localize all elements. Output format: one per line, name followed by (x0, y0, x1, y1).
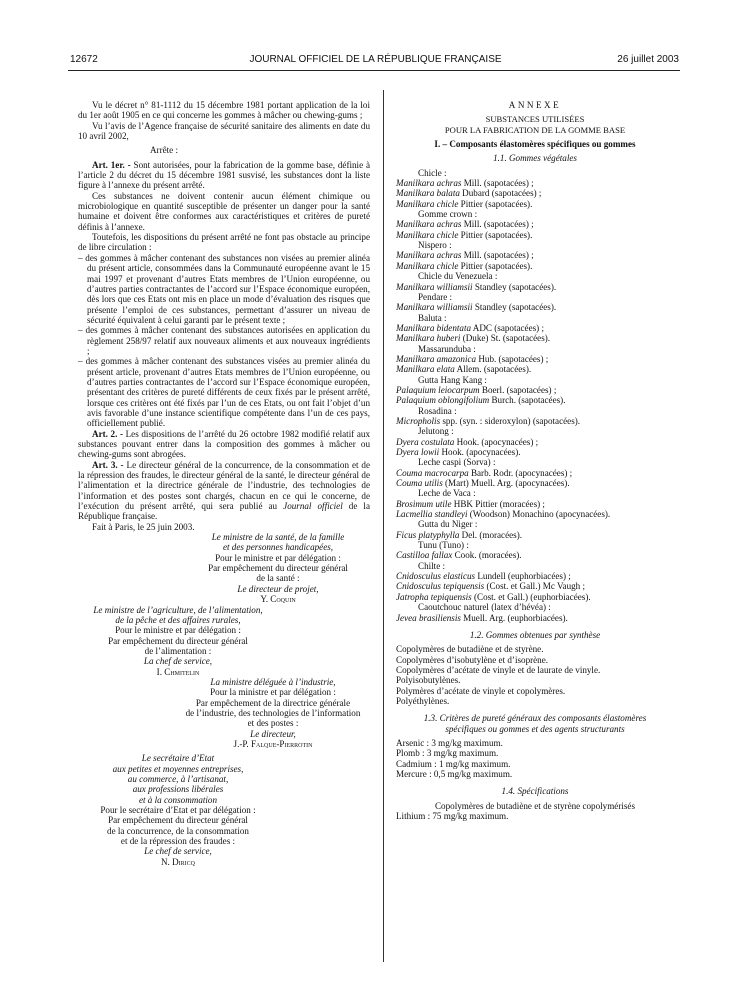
gum-group-name: Gutta Hang Kang : (418, 374, 487, 385)
section-1-3-heading-line-2: spécifiques ou gommes et des agents structurants (445, 723, 625, 734)
species-authority: Burch. (sapotacées). (489, 395, 566, 406)
species-authority: Pittier (sapotacées). (458, 198, 533, 209)
species-entry (396, 592, 674, 602)
species-entry (396, 302, 674, 312)
vu-avis: Vu l’avis de l’Agence française de sécurité sanitaire des aliments en date du 10 avril 2002, (78, 120, 370, 142)
species-name: Jevea brasiliensis (396, 612, 461, 623)
sig-ind-title-1: La ministre déléguée à l’industrie, (210, 676, 336, 687)
signature-industrie (168, 677, 378, 749)
annexe-subtitle-2: POUR LA FABRICATION DE LA GOMME BASE (444, 124, 626, 135)
journal-title: JOURNAL OFFICIEL DE LA RÉPUBLIQUE FRANÇAISE (249, 54, 502, 65)
synthetic-gum-item: Copolymères de butadiène et de styrène. (396, 644, 544, 655)
species-entry (396, 530, 674, 540)
species-authority: Standley (sapotacées). (472, 281, 557, 292)
article-3-text-b: de la République française. (78, 501, 370, 522)
species-name: Manilkara amazonica (396, 353, 477, 364)
species-entry (396, 354, 674, 364)
section-1-4-heading: 1.4. Spécifications (501, 786, 569, 797)
sig-agri-line-1: Pour le ministre et par délégation : (115, 625, 241, 636)
left-column (78, 100, 370, 867)
dash-item-1: – des gommes à mâcher contenant des substances non visées au premier alinéa du présent article, consommées dans la Communauté européenne avant le 15 mai 1997 et provenant d’autres Etats membres de l’Union européenne, ou d’autres parties contractantes de l’accord sur l’Espace économique européen, dès lors que ces Etats ont mis en place un mode d’évaluation des risques que présente l’emploi de ces substances, permettant d’assurer un niveau de sécurité équivalent à celui garanti par le présent texte ; (78, 252, 370, 325)
species-entry (396, 437, 674, 447)
sig-com-line-4: et de la répression des fraudes : (120, 836, 236, 847)
header-rule (68, 70, 680, 71)
species-name: Manilkara chicle (396, 229, 459, 240)
synthetic-gum-item: Polyisobutylènes. (396, 675, 461, 686)
sig-sante-line-2: Par empêchement du directeur général (208, 563, 348, 574)
species-entry (396, 199, 674, 209)
sig-sante-line-3: de la santé : (256, 573, 300, 584)
gum-group-name: Gomme crown : (418, 209, 478, 220)
species-entry (396, 230, 674, 240)
species-name: Manilkara bidentata (396, 322, 472, 333)
species-name: Cnidosculus tepiquensis (396, 581, 485, 592)
sig-ind-role: Le directeur, (250, 728, 296, 739)
species-authority: Cook. (moracées). (452, 550, 522, 561)
sig-agri-role: La chef de service, (143, 656, 213, 667)
species-entry (396, 333, 674, 343)
section-1-3-heading-line-1: 1.3. Critères de pureté généraux des composants élastomères (423, 713, 647, 724)
species-authority: spp. (syn. : sideroxylon) (sapotacées). (440, 415, 581, 426)
species-name: Lacmellia standleyi (396, 509, 468, 520)
species-authority: Standley (sapotacées). (472, 302, 557, 313)
sig-ind-line-3: de l’industrie, des technologies de l’information (185, 707, 361, 718)
species-authority: Mill. (sapotacées) ; (461, 219, 534, 230)
article-1-text: Sont autorisées, pour la fabrication de la gomme base, définie à l’article 2 du décret du 15 décembre 1981 susvisé, les substances dont la liste figure à l’annexe du présent arrêté. (78, 159, 370, 191)
species-authority: Mill. (sapotacées) ; (461, 178, 534, 189)
species-entry (396, 550, 674, 560)
species-authority: Boerl. (sapotacées) ; (479, 384, 557, 395)
page-number: 12672 (70, 54, 98, 65)
sig-agri-line-3: de l’alimentation : (144, 645, 212, 656)
dash-item-2: – des gommes à mâcher contenant des substances autorisées en application du règlement 258/97 relatif aux nouveaux aliments et aux nouveaux ingrédients ; (78, 325, 370, 356)
purity-criterion: Mercure : 0,5 mg/kg maximum. (396, 768, 513, 779)
species-authority: Del. (moracées). (459, 529, 523, 540)
synthetic-gum-item: Copolymères d’acétate de vinyle et de laurate de vinyle. (396, 664, 601, 675)
species-authority: HBK Pittier (moracées) ; (451, 498, 545, 509)
sig-com-title-5: et à la consommation (138, 794, 218, 805)
species-name: Ficus platyphylla (396, 529, 460, 540)
gum-group-name: Chilte : (418, 560, 446, 571)
gum-group-name: Leche de Vaca : (418, 488, 476, 499)
article-2-text: Les dispositions de l’arrêté du 26 octobre 1982 modifié relatif aux substances pouvant entrer dans la composition des gommes à mâcher ou chewing-gums sont abrogées. (78, 428, 370, 460)
gum-group-name: Leche caspi (Sorva) : (418, 457, 496, 468)
signature-commerce (78, 753, 278, 867)
gum-group-name: Gutta du Niger : (418, 519, 478, 530)
species-authority: Hub. (sapotacées) ; (476, 353, 549, 364)
gum-group-name: Chicle : (418, 167, 447, 178)
sig-ind-name: J.-P. Falque-Pierrotin (233, 738, 313, 749)
article-3-label: Art. 3. - (92, 459, 124, 470)
paragraph-2: Ces substances ne doivent contenir aucun élément chimique ou microbiologique en quantité susceptible de présenter un danger pour la santé humaine et doivent être conformes aux caractéristiques et critères de pureté définis à l’annexe. (78, 190, 370, 232)
species-name: Palaquium leiocarpum (396, 384, 480, 395)
species-name: Manilkara chicle (396, 260, 459, 271)
species-name: Manilkara elata (396, 364, 455, 375)
page-header (0, 54, 751, 68)
gum-group-name: Tunu (Tuno) : (418, 540, 469, 551)
gum-group-name: Caoutchouc naturel (latex d’hévéa) : (418, 602, 551, 613)
purity-criteria-list (396, 738, 674, 779)
synthetic-gum-item: Polyéthylènes. (396, 695, 450, 706)
purity-criterion: Cadmium : 1 mg/kg maximum. (396, 758, 511, 769)
right-column (396, 100, 674, 821)
species-authority: (Woodson) Monachino (apocynacées). (467, 509, 611, 520)
species-name: Manilkara williamsii (396, 281, 473, 292)
sig-agri-title-2: de la pêche et des affaires rurales, (115, 614, 241, 625)
species-name: Palaquium oblongifolium (396, 395, 490, 406)
species-entry (396, 416, 674, 426)
purity-criterion: Plomb : 3 mg/kg maximum. (396, 748, 499, 759)
synthetic-gums-list (396, 644, 674, 706)
article-2-label: Art. 2. - (92, 428, 123, 439)
article-1 (78, 160, 370, 191)
species-name: Manilkara balata (396, 188, 460, 199)
species-authority: (Cost. et Gall.) Mc Vaugh ; (484, 581, 586, 592)
sig-agri-line-2: Par empêchement du directeur général (108, 635, 248, 646)
vu-decret: Vu le décret n° 81-1112 du 15 décembre 1981 portant application de la loi du 1er août 1905 en ce qui concerne les gommes à mâcher ou chewing-gums ; (78, 100, 370, 121)
species-name: Couma macrocarpa (396, 467, 469, 478)
sig-sante-title-2: et des personnes handicapées, (222, 542, 334, 553)
sig-sante-line-1: Pour le ministre et par délégation : (215, 552, 341, 563)
species-name: Manilkara huberi (396, 333, 461, 344)
sig-com-title-2: aux petites et moyennes entreprises, (112, 763, 244, 774)
species-name: Castilloa fallax (396, 550, 453, 561)
fait-a-paris: Fait à Paris, le 25 juin 2003. (92, 521, 195, 532)
gum-group-name: Pendare : (418, 291, 453, 302)
sig-ind-line-4: et des postes : (247, 718, 299, 729)
article-2 (78, 429, 370, 460)
spec-line-1: Copolymères de butadiène et de styrène copolymérisés (434, 800, 635, 811)
species-authority: Hook. (apocynacées). (439, 447, 521, 457)
species-name: Dyera costulata (396, 436, 455, 447)
species-entry (396, 509, 674, 519)
species-authority: Dubard (sapotacées) ; (459, 188, 542, 199)
species-entry (396, 385, 674, 395)
species-authority: Pittier (sapotacées). (458, 229, 533, 240)
species-entry (396, 250, 674, 260)
section-1-1-heading: 1.1. Gommes végétales (493, 153, 577, 164)
species-entry (396, 178, 674, 188)
species-authority: Mill. (sapotacées) ; (461, 250, 534, 261)
species-entry (396, 188, 674, 198)
species-entry (396, 395, 674, 405)
column-divider (383, 90, 384, 962)
issue-date: 26 juillet 2003 (617, 54, 679, 65)
species-name: Manilkara chicle (396, 198, 459, 209)
species-name: Couma utilis (396, 478, 443, 489)
species-authority: Hook. (apocynacées) ; (454, 436, 539, 447)
species-entry (396, 323, 674, 333)
species-name: Brosimum utile (396, 498, 452, 509)
species-entry (396, 364, 674, 374)
species-authority: Pittier (sapotacées). (458, 260, 533, 271)
species-entry (396, 613, 674, 623)
sig-agri-title-1: Le ministre de l’agriculture, de l’alimentation, (93, 604, 263, 615)
species-name: Manilkara achras (396, 250, 462, 261)
signature-sante (178, 532, 378, 604)
sig-ind-line-1: Pour la ministre et par délégation : (210, 687, 336, 698)
sig-sante-role: Le directeur de projet, (237, 583, 319, 594)
paragraph-3: Toutefois, les dispositions du présent arrêté ne font pas obstacle au principe de libre circulation : (78, 232, 370, 253)
sig-com-title-1: Le secrétaire d’Etat (141, 753, 215, 764)
gum-group-name: Jelutong : (418, 426, 454, 437)
species-entry (396, 478, 674, 488)
sig-com-name: N. Diricq (160, 856, 195, 867)
article-3-text-a: Le directeur général de la concurrence, de la consommation et de la répression des fraudes, le directeur général de la santé, le directeur général de l’alimentation et la directrice générale de l’industrie, des technologies de l’information et des postes sont chargés, chacun en ce qui le concerne, de l’exécution du présent arrêté, qui sera publié au (78, 459, 370, 512)
species-entry (396, 571, 674, 581)
species-entry (396, 468, 674, 478)
species-entry (396, 219, 674, 229)
section-1-heading: I. – Composants élastomères spécifiques ou gommes (434, 139, 636, 150)
gum-group-name: Rosadina : (418, 405, 457, 416)
article-3 (78, 460, 370, 522)
sig-com-line-1: Pour le secrétaire d’Etat et par délégation : (100, 805, 256, 816)
sig-ind-line-2: Par empêchement de la directrice générale (195, 697, 351, 708)
gum-group-name: Nispero : (418, 240, 452, 251)
spec-line-2: Lithium : 75 mg/kg maximum. (396, 811, 509, 821)
species-entry (396, 282, 674, 292)
sig-com-line-3: de la concurrence, de la consommation (107, 825, 249, 836)
gum-group-name: Chicle du Venezuela : (418, 271, 498, 282)
gum-group-name: Baluta : (418, 312, 447, 323)
sig-com-title-3: au commerce, à l’artisanat, (127, 774, 229, 784)
species-authority: ADC (sapotacées) ; (471, 322, 544, 333)
sig-sante-title-1: Le ministre de la santé, de la famille (211, 532, 345, 543)
purity-criterion: Arsenic : 3 mg/kg maximum. (396, 737, 503, 748)
species-authority: (Mart) Muell. Arg. (apocynacées). (442, 478, 570, 489)
species-authority: Muell. Arg. (euphorbiacées). (460, 612, 568, 623)
section-1-2-heading: 1.2. Gommes obtenues par synthèse (469, 629, 601, 640)
sig-agri-name: I. Chmitelin (156, 666, 200, 677)
signature-agriculture (78, 605, 278, 677)
sig-sante-name: Y. Coquin (260, 594, 296, 605)
species-authority: Allem. (sapotacées). (454, 364, 532, 375)
species-entry (396, 261, 674, 271)
species-name: Cnidosculus elasticus (396, 571, 476, 582)
species-name: Manilkara achras (396, 178, 462, 189)
species-authority: Lundell (euphorbiacées) ; (475, 571, 571, 582)
gum-group-name: Massarunduba : (418, 343, 476, 354)
species-authority: (Duke) St. (sapotacées). (460, 333, 551, 344)
article-1-label: Art. 1er. - (92, 159, 131, 170)
vegetable-gums-list (396, 168, 674, 623)
arrete-heading: Arrête : (149, 145, 179, 156)
species-name: Dyera lowii (396, 447, 440, 457)
species-name: Manilkara williamsii (396, 302, 473, 313)
sig-com-line-2: Par empêchement du directeur général (108, 815, 248, 826)
journal-officiel-ref: Journal officiel (283, 501, 343, 512)
annexe-subtitle-1: SUBSTANCES UTILISÉES (485, 114, 585, 125)
annexe-title: ANNEXE (508, 100, 562, 110)
species-entry (396, 447, 674, 457)
synthetic-gum-item: Polymères d’acétate de vinyle et copolymères. (396, 685, 566, 696)
species-name: Jatropha tepiquensis (396, 591, 472, 602)
species-authority: (Cost. et Gall.) (euphorbiacées). (471, 591, 591, 602)
species-entry (396, 581, 674, 591)
species-name: Manilkara achras (396, 219, 462, 230)
synthetic-gum-item: Copolymères d’isobutylène et d’isoprène. (396, 654, 549, 665)
species-name: Micropholis (396, 415, 441, 426)
dash-item-3: – des gommes à mâcher contenant des substances visées au premier alinéa du présent article, provenant d’autres Etats membres de l’Union européenne, ou d’autres parties contractantes de l’accord sur l’Espace économique européen, présentant des critères de pureté différents de ceux fixés par le présent arrêté, lorsque ces critères ont été fixés par l’un de ces Etats, ou ont fait l’objet d’un avis favorable d’une instance scientifique compétente dans l’un de ces pays, officiellement publié. (78, 356, 370, 429)
sig-com-role: Le chef de service, (144, 846, 212, 857)
sig-com-title-4: aux professions libérales (132, 784, 224, 795)
species-authority: Barb. Rodr. (apocynacées) ; (468, 467, 573, 478)
species-entry (396, 499, 674, 509)
